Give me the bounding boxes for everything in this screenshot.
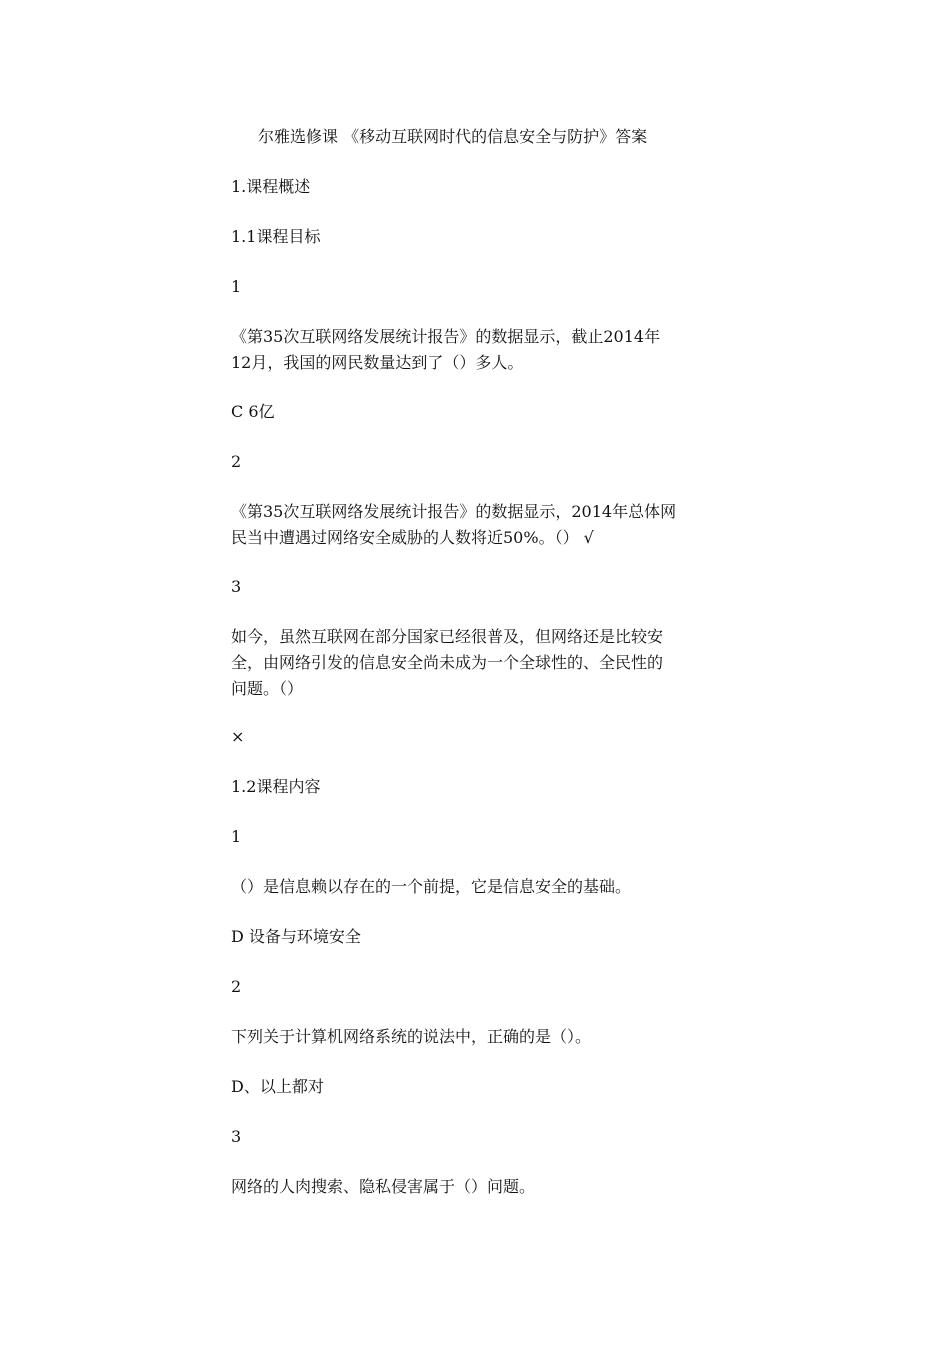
subsection-heading: 1.1课程目标: [231, 227, 321, 246]
question-text-line: 民当中遭遇过网络安全威胁的人数将近50%。（） √: [231, 528, 594, 547]
question-text-line: 《第35次互联网络发展统计报告》的数据显示，2014年总体网: [231, 502, 677, 521]
question-text: 下列关于计算机网络系统的说法中，正确的是（）。: [231, 1027, 592, 1046]
question-answer: ×: [231, 727, 245, 746]
section-heading: 1.课程概述: [231, 177, 311, 196]
question-number: 3: [231, 1127, 242, 1146]
question-text-line: 全，由网络引发的信息安全尚未成为一个全球性的、全民性的: [231, 653, 664, 672]
question-text: [231, 624, 721, 702]
question-number: 1: [231, 277, 242, 296]
question-text-line: 12月，我国的网民数量达到了（）多人。: [231, 353, 524, 372]
question-text: 网络的人肉搜索、隐私侵害属于（）问题。: [231, 1177, 536, 1196]
question-answer: C 6亿: [231, 402, 275, 421]
question-text-line: 《第35次互联网络发展统计报告》的数据显示，截止2014年: [231, 327, 661, 346]
question-text-line: 如今，虽然互联网在部分国家已经很普及，但网络还是比较安: [231, 627, 664, 646]
question-number: 2: [231, 977, 242, 996]
question-number: 1: [231, 827, 242, 846]
question-number: 3: [231, 577, 242, 596]
document-title: 尔雅选修课 《移动互联网时代的信息安全与防护》答案: [258, 127, 648, 146]
question-text-line: 问题。（）: [231, 679, 304, 698]
question-answer: D 设备与环境安全: [231, 927, 361, 946]
subsection-heading: 1.2课程内容: [231, 777, 321, 796]
question-number: 2: [231, 452, 242, 471]
question-text: [231, 499, 721, 551]
question-text: （）是信息赖以存在的一个前提，它是信息安全的基础。: [231, 877, 632, 896]
question-answer: D、以上都对: [231, 1077, 324, 1096]
question-text: [231, 324, 721, 376]
